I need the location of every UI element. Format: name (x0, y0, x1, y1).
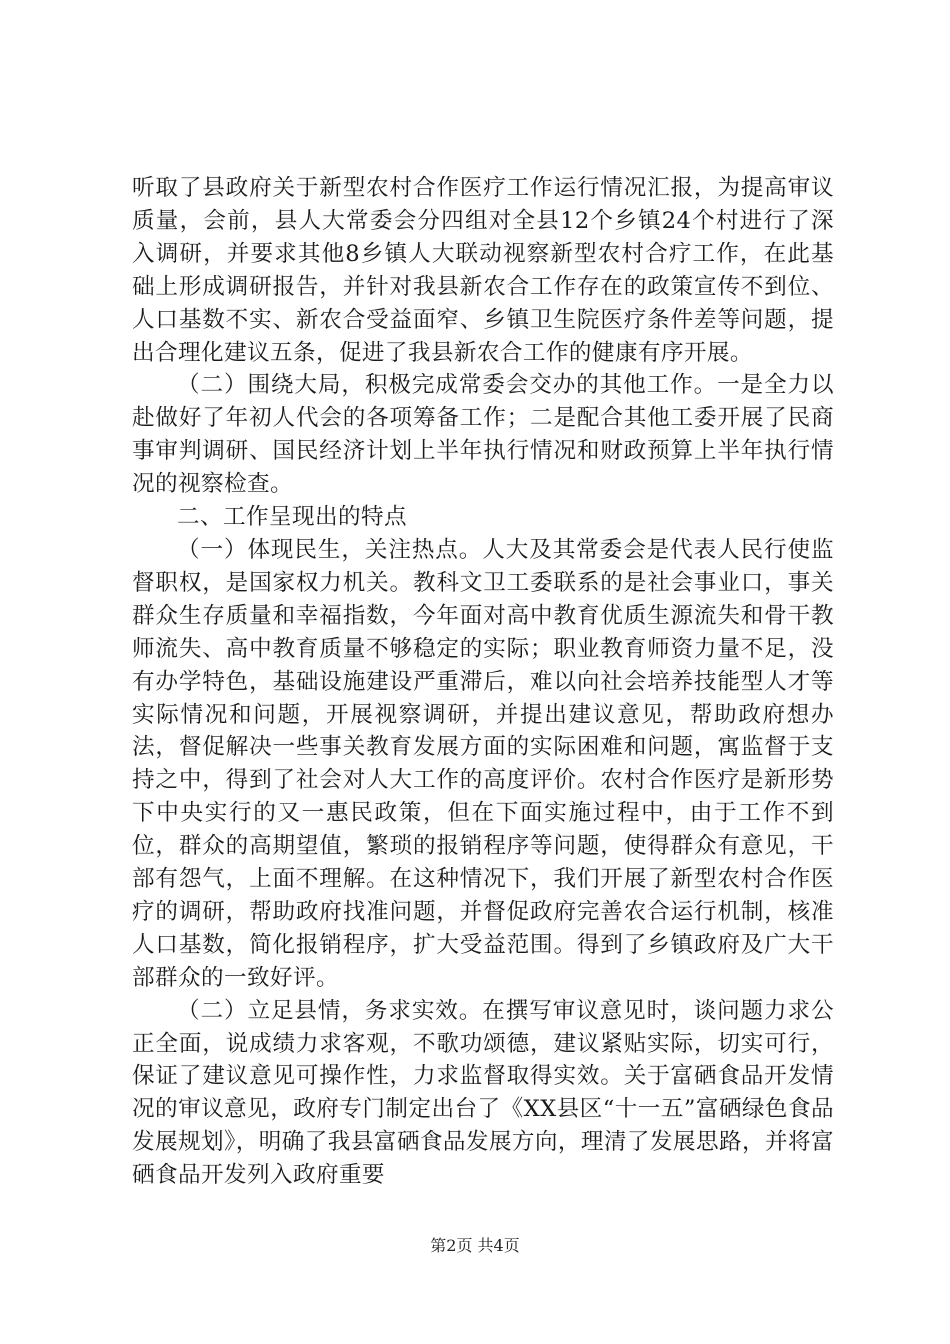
document-body (132, 172, 834, 1192)
paragraph-1: 听取了县政府关于新型农村合作医疗工作运行情况汇报，为提高审议质量，会前，县人大常委会分四组对全县12个乡镇24个村进行了深入调研，并要求其他8乡镇人大联动视察新型农村合疗工作，在此基础上形成调研报告，并针对我县新农合工作存在的政策宣传不到位、人口基数不实、新农合受益面窄、乡镇卫生院医疗条件差等问题，提出合理化建议五条，促进了我县新农合工作的健康有序开展。 (132, 175, 834, 366)
section-heading: 二、工作呈现出的特点 (177, 504, 407, 531)
paragraph-4: （二）立足县情，务求实效。在撰写审议意见时，谈问题力求公正全面，说成绩力求客观，不歌功颂德，建议紧贴实际，切实可行，保证了建议意见可操作性，力求监督取得实效。关于富硒食品开发情况的审议意见，政府专门制定出台了《XX县区“十一五”富硒绿色食品发展规划》，明确了我县富硒食品发展方向，理清了发展思路，并将富硒食品开发列入政府重要 (132, 997, 834, 1189)
paragraph-3: （一）体现民生，关注热点。人大及其常委会是代表人民行使监督职权，是国家权力机关。教科文卫工委联系的是社会事业口，事关群众生存质量和幸福指数，今年面对高中教育优质生源流失和骨干教师流失、高中教育质量不够稳定的实际；职业教育师资力量不足，没有办学特色，基础设施建设严重滞后，难以向社会培养技能型人才等实际情况和问题，开展视察调研，并提出建议意见，帮助政府想办法，督促解决一些事关教育发展方面的实际困难和问题，寓监督于支持之中，得到了社会对人大工作的高度评价。农村合作医疗是新形势下中央实行的又一惠民政策，但在下面实施过程中，由于工作不到位，群众的高期望值，繁琐的报销程序等问题，使得群众有意见，干部有怨气，上面不理解。在这种情况下，我们开展了新型农村合作医疗的调研，帮助政府找准问题，并督促政府完善农合运行机制，核准人口基数，简化报销程序，扩大受益范围。得到了乡镇政府及广大干部群众的一致好评。 (132, 536, 834, 991)
paragraph-2: （二）围绕大局，积极完成常委会交办的其他工作。一是全力以赴做好了年初人代会的各项筹备工作；二是配合其他工委开展了民商事审判调研、国民经济计划上半年执行情况和财政预算上半年执行情况的视察检查。 (132, 372, 834, 498)
page-number-footer: 第2页 共4页 (430, 1236, 520, 1255)
